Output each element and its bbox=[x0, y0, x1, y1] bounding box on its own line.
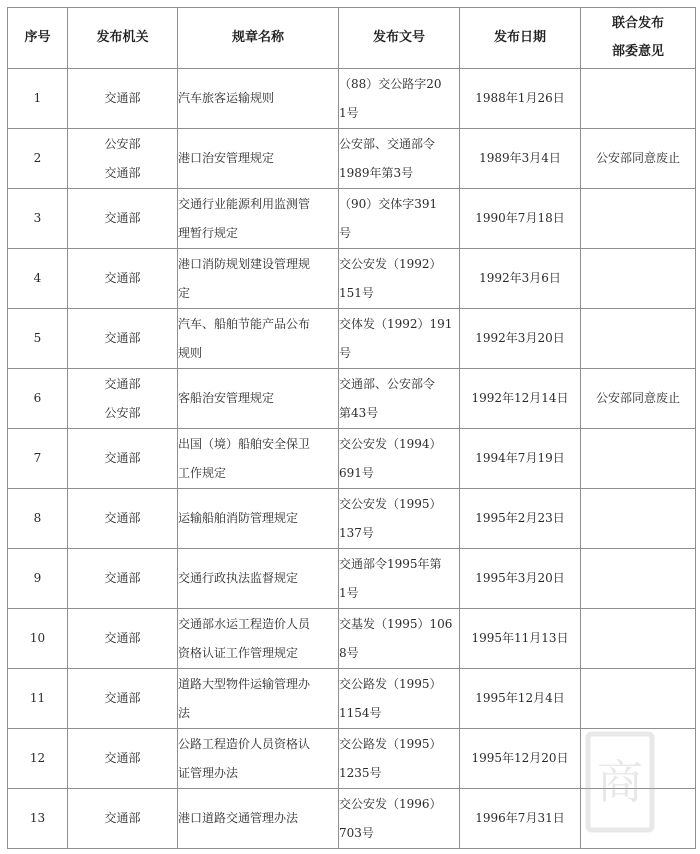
row-doc-no-line: 691号 bbox=[339, 465, 374, 480]
row-date-cell: 1995年3月20日 bbox=[460, 549, 581, 609]
row-authority-line: 交通部 bbox=[104, 571, 141, 585]
row-no-cell: 8 bbox=[8, 489, 68, 549]
row-opinion-cell bbox=[581, 489, 696, 549]
header-no: 序号 bbox=[8, 8, 68, 69]
row-title-line: 交通部水运工程造价人员 bbox=[178, 616, 311, 631]
row-doc-no-cell bbox=[339, 669, 460, 729]
row-authority-cell bbox=[68, 429, 178, 489]
row-title-cell bbox=[178, 189, 339, 249]
row-title-line: 港口道路交通管理办法 bbox=[178, 811, 299, 825]
row-authority-line: 交通部 bbox=[104, 271, 141, 285]
row-authority-cell bbox=[68, 69, 178, 129]
table-row bbox=[8, 249, 696, 309]
row-title-cell bbox=[178, 789, 339, 849]
table-row bbox=[8, 669, 696, 729]
table-row bbox=[8, 369, 696, 429]
row-title-cell bbox=[178, 609, 339, 669]
header-doc-no: 发布文号 bbox=[339, 8, 460, 69]
row-date-cell: 1992年12月14日 bbox=[460, 369, 581, 429]
row-doc-no-cell bbox=[339, 429, 460, 489]
row-date-cell: 1989年3月4日 bbox=[460, 129, 581, 189]
row-authority-line: 交通部 bbox=[104, 511, 141, 525]
row-date-cell: 1990年7月18日 bbox=[460, 189, 581, 249]
row-doc-no-line: （88）交公路字20 bbox=[339, 76, 442, 91]
table-row bbox=[8, 189, 696, 249]
header-opinion bbox=[581, 8, 696, 69]
row-no-cell: 9 bbox=[8, 549, 68, 609]
row-doc-no-cell bbox=[339, 369, 460, 429]
row-doc-no-line: 交通部令1995年第 bbox=[339, 556, 442, 571]
table-row bbox=[8, 69, 696, 129]
row-title-line: 理暂行规定 bbox=[178, 225, 239, 240]
row-authority-line: 交通部 bbox=[104, 91, 141, 105]
row-date-cell: 1995年12月20日 bbox=[460, 729, 581, 789]
row-doc-no-line: 1989年第3号 bbox=[339, 165, 414, 180]
row-title-cell bbox=[178, 669, 339, 729]
row-opinion-cell bbox=[581, 669, 696, 729]
row-title-line: 规则 bbox=[178, 345, 203, 360]
row-opinion-cell bbox=[581, 549, 696, 609]
row-doc-no-cell bbox=[339, 129, 460, 189]
row-authority-cell bbox=[68, 669, 178, 729]
row-no-cell: 10 bbox=[8, 609, 68, 669]
row-doc-no-line: 交公安发（1992） bbox=[339, 256, 442, 271]
table-row bbox=[8, 549, 696, 609]
row-authority-cell bbox=[68, 129, 178, 189]
row-authority-line: 交通部 bbox=[104, 751, 141, 765]
row-doc-no-line: 1154号 bbox=[339, 705, 382, 720]
row-no-cell: 7 bbox=[8, 429, 68, 489]
row-title-line: 证管理办法 bbox=[178, 765, 239, 780]
row-opinion-cell bbox=[581, 309, 696, 369]
table-row bbox=[8, 429, 696, 489]
row-title-cell bbox=[178, 369, 339, 429]
row-no-cell: 5 bbox=[8, 309, 68, 369]
row-no-cell: 1 bbox=[8, 69, 68, 129]
row-authority-cell bbox=[68, 549, 178, 609]
row-no-cell: 6 bbox=[8, 369, 68, 429]
row-no-cell: 11 bbox=[8, 669, 68, 729]
table-row bbox=[8, 489, 696, 549]
row-doc-no-line: 137号 bbox=[339, 525, 374, 540]
row-authority-cell bbox=[68, 729, 178, 789]
row-doc-no-line: 1号 bbox=[339, 585, 359, 600]
header-authority: 发布机关 bbox=[68, 8, 178, 69]
row-authority-cell bbox=[68, 789, 178, 849]
header-opinion-line: 部委意见 bbox=[611, 44, 664, 59]
watermark-glyph: 商 bbox=[597, 755, 643, 809]
row-doc-no-line: 703号 bbox=[339, 825, 374, 840]
row-authority-line: 公安部 bbox=[104, 405, 141, 420]
row-opinion-cell bbox=[581, 609, 696, 669]
row-doc-no-line: 交公安发（1996） bbox=[339, 796, 442, 811]
row-doc-no-line: 交基发（1995）106 bbox=[339, 616, 453, 631]
row-opinion-cell bbox=[581, 69, 696, 129]
row-title-cell bbox=[178, 549, 339, 609]
row-title-line: 公路工程造价人员资格认 bbox=[178, 736, 311, 751]
row-doc-no-cell bbox=[339, 309, 460, 369]
row-title-line: 道路大型物件运输管理办 bbox=[178, 676, 311, 691]
row-doc-no-cell bbox=[339, 489, 460, 549]
row-title-cell bbox=[178, 489, 339, 549]
row-doc-no-cell bbox=[339, 189, 460, 249]
table-header-row bbox=[8, 8, 696, 69]
row-no-cell: 12 bbox=[8, 729, 68, 789]
row-authority-line: 交通部 bbox=[104, 211, 141, 225]
row-title-cell bbox=[178, 429, 339, 489]
row-doc-no-line: 交公安发（1995） bbox=[339, 496, 442, 511]
row-doc-no-cell bbox=[339, 609, 460, 669]
row-doc-no-cell bbox=[339, 69, 460, 129]
row-title-cell bbox=[178, 729, 339, 789]
row-date-cell: 1992年3月20日 bbox=[460, 309, 581, 369]
row-opinion-cell bbox=[581, 189, 696, 249]
row-doc-no-line: （90）交体字391 bbox=[339, 196, 438, 211]
row-authority-cell bbox=[68, 609, 178, 669]
row-doc-no-line: 号 bbox=[339, 345, 352, 360]
row-title-line: 资格认证工作管理规定 bbox=[178, 645, 299, 660]
row-authority-line: 交通部 bbox=[104, 811, 141, 825]
row-no-cell: 13 bbox=[8, 789, 68, 849]
row-authority-cell bbox=[68, 489, 178, 549]
row-doc-no-line: 第43号 bbox=[339, 405, 379, 420]
row-opinion-cell bbox=[581, 249, 696, 309]
row-title-line: 汽车旅客运输规则 bbox=[178, 91, 275, 105]
shang-seal-watermark-icon bbox=[582, 728, 658, 836]
row-authority-line: 交通部 bbox=[104, 376, 141, 391]
row-no-cell: 3 bbox=[8, 189, 68, 249]
row-title-line: 定 bbox=[178, 285, 191, 300]
row-opinion-cell: 公安部同意废止 bbox=[581, 129, 696, 189]
row-no-cell: 2 bbox=[8, 129, 68, 189]
row-authority-line: 交通部 bbox=[104, 691, 141, 705]
row-doc-no-line: 1号 bbox=[339, 105, 359, 120]
header-opinion-line: 联合发布 bbox=[611, 16, 664, 31]
row-title-cell bbox=[178, 249, 339, 309]
row-title-line: 港口消防规划建设管理规 bbox=[178, 256, 311, 271]
row-doc-no-line: 1235号 bbox=[339, 765, 382, 780]
row-date-cell: 1992年3月6日 bbox=[460, 249, 581, 309]
row-title-cell bbox=[178, 309, 339, 369]
row-date-cell: 1988年1月26日 bbox=[460, 69, 581, 129]
table-row bbox=[8, 309, 696, 369]
row-title-line: 运输船舶消防管理规定 bbox=[178, 511, 299, 525]
row-title-line: 客船治安管理规定 bbox=[178, 391, 275, 405]
row-authority-line: 交通部 bbox=[104, 331, 141, 345]
row-date-cell: 1996年7月31日 bbox=[460, 789, 581, 849]
row-authority-line: 交通部 bbox=[104, 451, 141, 465]
row-doc-no-line: 公安部、交通部令 bbox=[339, 136, 436, 151]
table-row bbox=[8, 129, 696, 189]
row-doc-no-cell bbox=[339, 249, 460, 309]
header-date: 发布日期 bbox=[460, 8, 581, 69]
row-doc-no-line: 号 bbox=[339, 225, 352, 240]
row-doc-no-line: 交体发（1992）191 bbox=[339, 316, 453, 331]
row-date-cell: 1995年11月13日 bbox=[460, 609, 581, 669]
row-no-cell: 4 bbox=[8, 249, 68, 309]
row-authority-line: 交通部 bbox=[104, 165, 141, 180]
row-opinion-cell: 公安部同意废止 bbox=[581, 369, 696, 429]
row-doc-no-line: 交公路发（1995） bbox=[339, 736, 442, 751]
regulations-table bbox=[7, 7, 696, 849]
row-title-line: 港口治安管理规定 bbox=[178, 151, 275, 165]
row-doc-no-line: 交公路发（1995） bbox=[339, 676, 442, 691]
row-opinion-cell bbox=[581, 429, 696, 489]
row-doc-no-line: 交通部、公安部令 bbox=[339, 376, 436, 391]
row-title-line: 汽车、船舶节能产品公布 bbox=[178, 316, 311, 331]
row-date-cell: 1994年7月19日 bbox=[460, 429, 581, 489]
row-authority-cell bbox=[68, 249, 178, 309]
row-authority-line: 公安部 bbox=[104, 136, 141, 151]
row-doc-no-cell bbox=[339, 729, 460, 789]
row-title-line: 法 bbox=[178, 705, 191, 720]
row-title-cell bbox=[178, 69, 339, 129]
row-authority-cell bbox=[68, 369, 178, 429]
row-authority-line: 交通部 bbox=[104, 631, 141, 645]
header-title: 规章名称 bbox=[178, 8, 339, 69]
row-title-line: 交通行政执法监督规定 bbox=[178, 571, 299, 585]
row-doc-no-line: 151号 bbox=[339, 285, 374, 300]
row-title-line: 交通行业能源利用监测管 bbox=[178, 196, 311, 211]
row-doc-no-line: 8号 bbox=[339, 645, 359, 660]
table-row bbox=[8, 609, 696, 669]
row-date-cell: 1995年12月4日 bbox=[460, 669, 581, 729]
row-doc-no-cell bbox=[339, 789, 460, 849]
row-authority-cell bbox=[68, 309, 178, 369]
row-title-cell bbox=[178, 129, 339, 189]
row-doc-no-line: 交公安发（1994） bbox=[339, 436, 442, 451]
row-date-cell: 1995年2月23日 bbox=[460, 489, 581, 549]
row-title-line: 出国（境）船舶安全保卫 bbox=[178, 436, 311, 451]
row-title-line: 工作规定 bbox=[178, 465, 227, 480]
row-authority-cell bbox=[68, 189, 178, 249]
row-doc-no-cell bbox=[339, 549, 460, 609]
